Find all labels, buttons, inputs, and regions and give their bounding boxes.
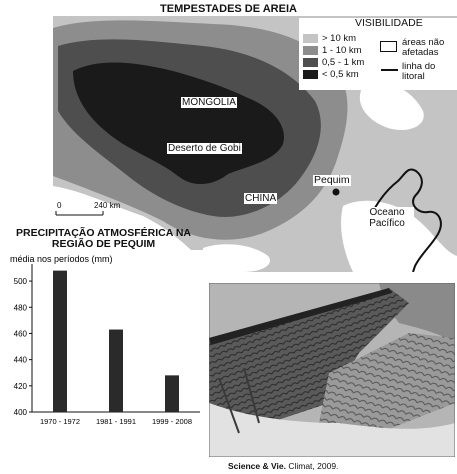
precipitation-chart — [0, 250, 207, 438]
scalebar-distance: 240 km — [94, 201, 121, 210]
chart-category-label: 1981 - 1991 — [95, 417, 137, 426]
chart-y-tick-label: 500 — [13, 277, 27, 287]
legend-swatch — [303, 58, 318, 67]
chart-title: PRECIPITAÇÃO ATMOSFÉRICA NA REGIÃO DE PEQUIM — [16, 227, 191, 250]
legend-label: < 0,5 km — [322, 69, 359, 80]
map-title: TEMPESTADES DE AREIA — [160, 3, 297, 15]
sand-covered-roof-photo — [209, 283, 455, 457]
chart-bar — [109, 330, 123, 412]
beijing-marker — [333, 189, 340, 196]
legend-swatch — [303, 46, 318, 55]
legend-label: > 10 km — [322, 33, 357, 44]
chart-category-label: 1970 - 1972 — [39, 417, 81, 426]
label-china: CHINA — [245, 193, 277, 204]
chart-ylabel: média nos períodos (mm) — [10, 254, 113, 264]
chart-category-label: 1999 - 2008 — [151, 417, 193, 426]
legend-title: VISIBILIDADE — [355, 17, 423, 29]
credit-source: Science & Vie. — [228, 461, 286, 471]
chart-y-tick-label: 440 — [13, 355, 27, 365]
chart-bar — [165, 375, 179, 412]
photo-credit — [228, 461, 338, 471]
scalebar-zero: 0 — [57, 201, 62, 210]
legend-label: 1 - 10 km — [322, 45, 362, 56]
legend-label: 0,5 - 1 km — [322, 57, 365, 68]
chart-y-tick-label: 400 — [13, 408, 27, 417]
chart-y-tick-label: 480 — [13, 303, 27, 313]
label-gobi-desert: Deserto de Gobi — [168, 143, 241, 154]
label-mongolia: MONGÓLIA — [182, 97, 236, 108]
credit-rest: Climat, 2009. — [285, 461, 339, 471]
legend-coastline-swatch — [381, 69, 398, 71]
label-beijing: Pequim — [314, 174, 350, 186]
legend-swatch — [303, 34, 318, 43]
legend-swatch — [303, 70, 318, 79]
label-pacific-ocean: Oceano Pacífico — [360, 207, 414, 229]
legend-unaffected-label: áreas não afetadas — [402, 37, 445, 58]
chart-bar — [53, 271, 67, 412]
chart-y-tick-label: 460 — [13, 329, 27, 339]
chart-y-tick-label: 420 — [13, 381, 27, 391]
legend-coastline-label: linha do litoral — [402, 61, 436, 82]
legend-unaffected-swatch — [380, 41, 397, 52]
